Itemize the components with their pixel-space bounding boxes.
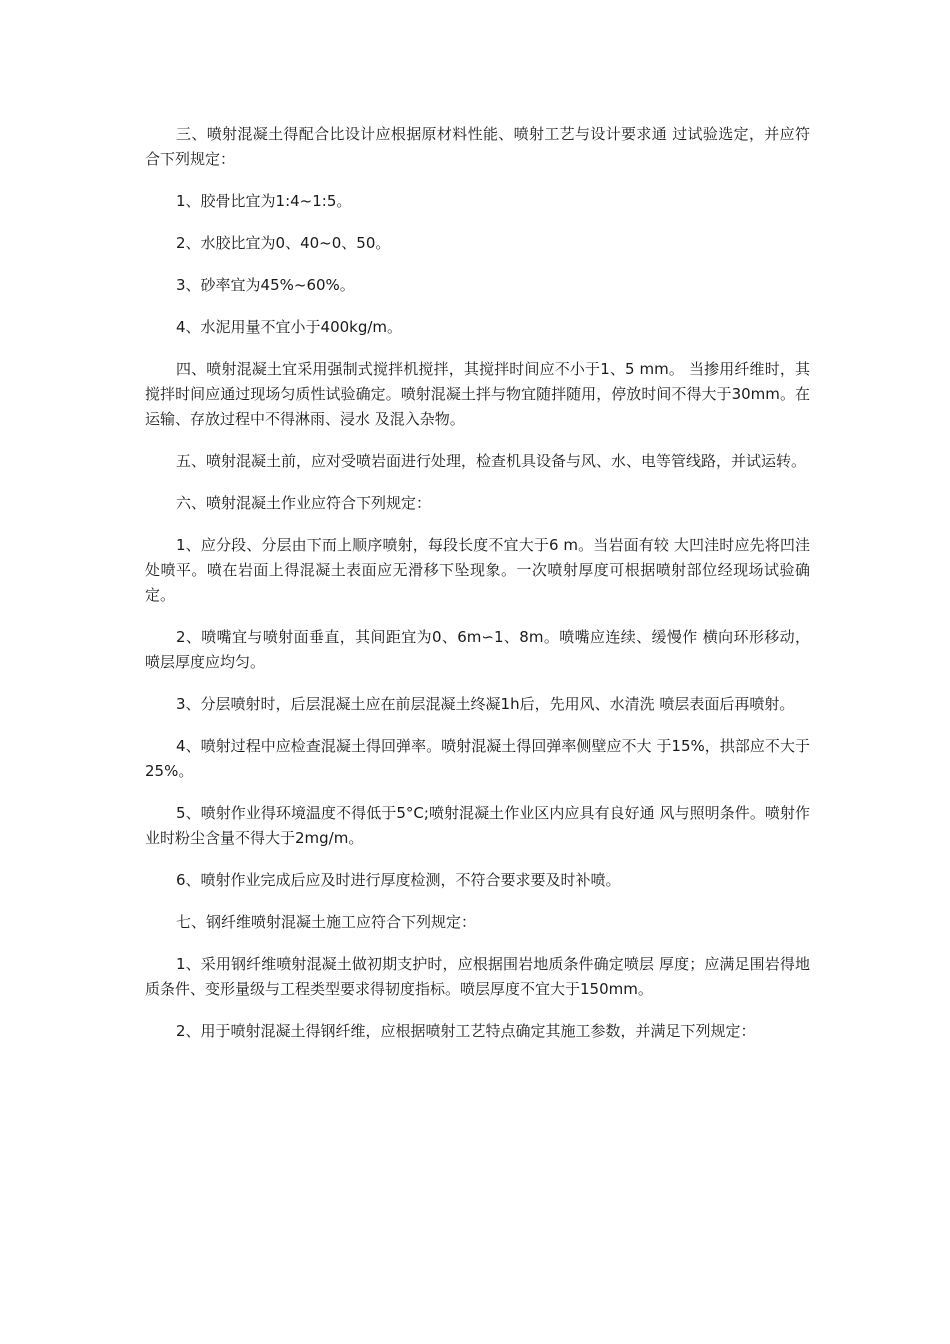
paragraph-section-6-item-6: 6、喷射作业完成后应及时进行厚度检测，不符合要求要及时补喷。: [176, 871, 621, 889]
paragraph-section-6-item-4: 4、喷射过程中应检查混凝土得回弹率。喷射混凝土得回弹率侧壁应不大 于15%，拱部应不大于25%。: [145, 737, 810, 780]
paragraph-section-6-item-1: 1、应分段、分层由下而上顺序喷射，每段长度不宜大于6 m。当岩面有较 大凹洼时应先将凹洼处喷平。喷在岩面上得混凝土表面应无滑移下坠现象。一次喷射厚度可根据喷射部位经现场试验确定。: [145, 536, 810, 604]
paragraph-section-6: 六、喷射混凝土作业应符合下列规定：: [176, 494, 432, 512]
paragraph-item-4: 4、水泥用量不宜小于400kg/m。: [176, 318, 403, 336]
paragraph-section-5: 五、喷射混凝土前，应对受喷岩面进行处理，检查机具设备与风、水、电等管线路，并试运转。: [176, 452, 807, 470]
document-body: [145, 122, 810, 1061]
paragraph-item-2: 2、水胶比宜为0、40~0、50。: [176, 234, 391, 252]
paragraph-section-6-item-5: 5、喷射作业得环境温度不得低于5°C;喷射混凝土作业区内应具有良好通 风与照明条件。喷射作业时粉尘含量不得大于2mg/m。: [145, 804, 810, 847]
paragraph-section-7-item-1: 1、采用钢纤维喷射混凝土做初期支护时，应根据围岩地质条件确定喷层 厚度；应满足围岩得地质条件、变形量级与工程类型要求得韧度指标。喷层厚度不宜大于150mm。: [145, 955, 810, 998]
paragraph-section-3: 三、喷射混凝土得配合比设计应根据原材料性能、喷射工艺与设计要求通 过试验选定，并应符合下列规定：: [145, 125, 810, 168]
paragraph-item-1: 1、胶骨比宜为1:4~1:5。: [176, 192, 352, 210]
paragraph-section-6-item-3: 3、分层喷射时，后层混凝土应在前层混凝土终凝1h后，先用风、水清洗 喷层表面后再喷射。: [176, 695, 795, 713]
paragraph-section-6-item-2: 2、喷嘴宜与喷射面垂直，其间距宜为0、6m∽1、8m。喷嘴应连续、缓慢作 横向环形移动，喷层厚度应均匀。: [145, 628, 810, 671]
paragraph-section-7-item-2: 2、用于喷射混凝土得钢纤维，应根据喷射工艺特点确定其施工参数，并满足下列规定：: [176, 1022, 756, 1040]
paragraph-section-7: 七、钢纤维喷射混凝土施工应符合下列规定：: [176, 913, 477, 931]
paragraph-section-4: 四、喷射混凝土宜采用强制式搅拌机搅拌，其搅拌时间应不小于1、5 mm。 当掺用纤维时，其搅拌时间应通过现场匀质性试验确定。喷射混凝土拌与物宜随拌随用，停放时间不得大于30mm。在运输、存放过程中不得淋雨、浸水 及混入杂物。: [145, 360, 810, 428]
paragraph-item-3: 3、砂率宜为45%~60%。: [176, 276, 355, 294]
